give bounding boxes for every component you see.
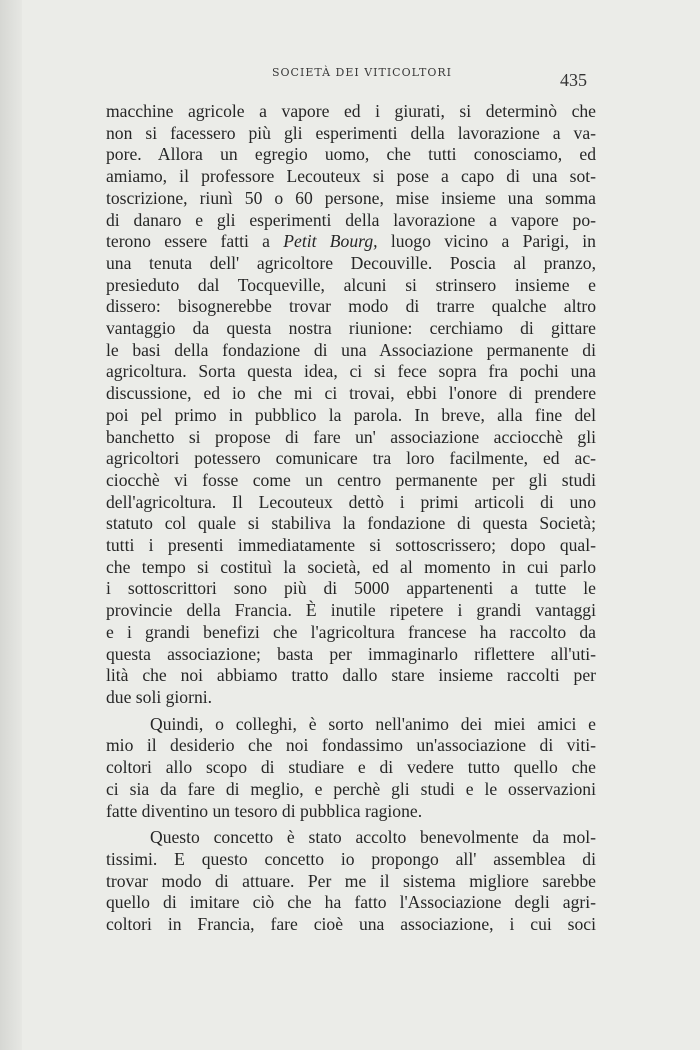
text-line: quello di imitare ciò che ha fatto l'Associazione degli agri-: [106, 892, 596, 913]
text-line: dissero: bisognerebbe trovar modo di trarre qualche altro: [106, 296, 596, 317]
text-line: lità che noi abbiamo tratto dallo stare insieme raccolti per: [106, 665, 596, 686]
text-segment: luogo vicino a Parigi, in: [377, 231, 596, 252]
text-line-with-italic: [106, 231, 596, 253]
text-line: ciocchè vi fosse come un centro permanente per gli studi: [106, 469, 596, 490]
text-line: due soli giorni.: [106, 686, 213, 707]
text-line: i sottoscrittori sono più di 5000 appartenenti a tutte le: [106, 578, 596, 599]
text-line: fatte diventino un tesoro di pubblica ragione.: [106, 800, 423, 821]
text-line: le basi della fondazione di una Associazione permanente di: [106, 339, 596, 360]
text-line: questa associazione; basta per immaginarlo riflettere all'uti-: [106, 643, 596, 664]
text-line: toscrizione, riunì 50 o 60 persone, mise insieme una somma: [106, 187, 596, 208]
text-line: Quindi, o colleghi, è sorto nell'animo dei miei amici e: [150, 713, 596, 734]
text-line: trovar modo di attuare. Per me il sistema migliore sarebbe: [106, 870, 596, 891]
text-line: amiamo, il professore Lecouteux si pose a capo di una sot-: [106, 166, 596, 187]
text-line: statuto col quale si stabiliva la fondazione di questa Società;: [106, 513, 596, 534]
text-line: mio il desiderio che noi fondassimo un'associazione di viti-: [106, 735, 596, 756]
text-line: non si facessero più gli esperimenti della lavorazione a va-: [106, 122, 596, 143]
running-title: SOCIETÀ DEI VITICOLTORI: [272, 66, 453, 79]
text-line: una tenuta dell' agricoltore Decouville. Poscia al pranzo,: [106, 252, 596, 273]
body-text: [106, 101, 596, 936]
text-line: vantaggio da questa nostra riunione: cerchiamo di gittare: [106, 318, 596, 339]
text-line: coltori in Francia, fare cioè una associazione, i cui soci: [106, 914, 596, 935]
text-line: poi pel primo in pubblico la parola. In breve, alla fine del: [106, 404, 596, 425]
text-segment: terono essere fatti a: [106, 231, 284, 252]
page-number: 435: [560, 70, 587, 90]
text-line: macchine agricole a vapore ed i giurati, si determinò che: [106, 101, 596, 121]
page-gutter: [0, 0, 22, 1050]
text-line: dell'agricoltura. Il Lecouteux dettò i primi articoli di uno: [106, 491, 596, 512]
text-line: di danaro e gli esperimenti della lavorazione a vapore po-: [106, 209, 596, 230]
text-line: presieduto dal Tocqueville, alcuni si strinsero insieme e: [106, 274, 596, 295]
text-line: e i grandi benefizi che l'agricoltura francese ha raccolto da: [106, 621, 596, 642]
paragraph-3: [106, 827, 596, 936]
paragraph-2: [106, 714, 596, 823]
text-line: agricoltura. Sorta questa idea, ci si fece sopra fra pochi una: [106, 361, 596, 382]
text-line: ci sia da fare di meglio, e perchè gli studi e le osservazioni: [106, 778, 596, 799]
text-line: provincie della Francia. È inutile ripetere i grandi vantaggi: [106, 600, 596, 621]
text-line: che tempo si costituì la società, ed al momento in cui parlo: [106, 556, 596, 577]
text-line: Questo concetto è stato accolto benevolmente da mol-: [150, 827, 596, 848]
italic-place-name: Petit Bourg,: [283, 231, 378, 252]
text-line: tissimi. E questo concetto io propongo all' assemblea di: [106, 848, 596, 869]
text-line: banchetto si propose di fare un' associazione acciocchè gli: [106, 426, 596, 447]
paragraph-1: [106, 101, 596, 709]
text-line: tutti i presenti immediatamente si sottoscrissero; dopo qual-: [106, 535, 596, 556]
text-line: pore. Allora un egregio uomo, che tutti conosciamo, ed: [106, 144, 596, 165]
text-line: coltori allo scopo di studiare e di vedere tutto quello che: [106, 757, 596, 778]
text-line: discussione, ed io che mi ci trovai, ebbi l'onore di prendere: [106, 383, 596, 404]
text-line: agricoltori potessero comunicare tra loro facilmente, ed ac-: [106, 448, 596, 469]
